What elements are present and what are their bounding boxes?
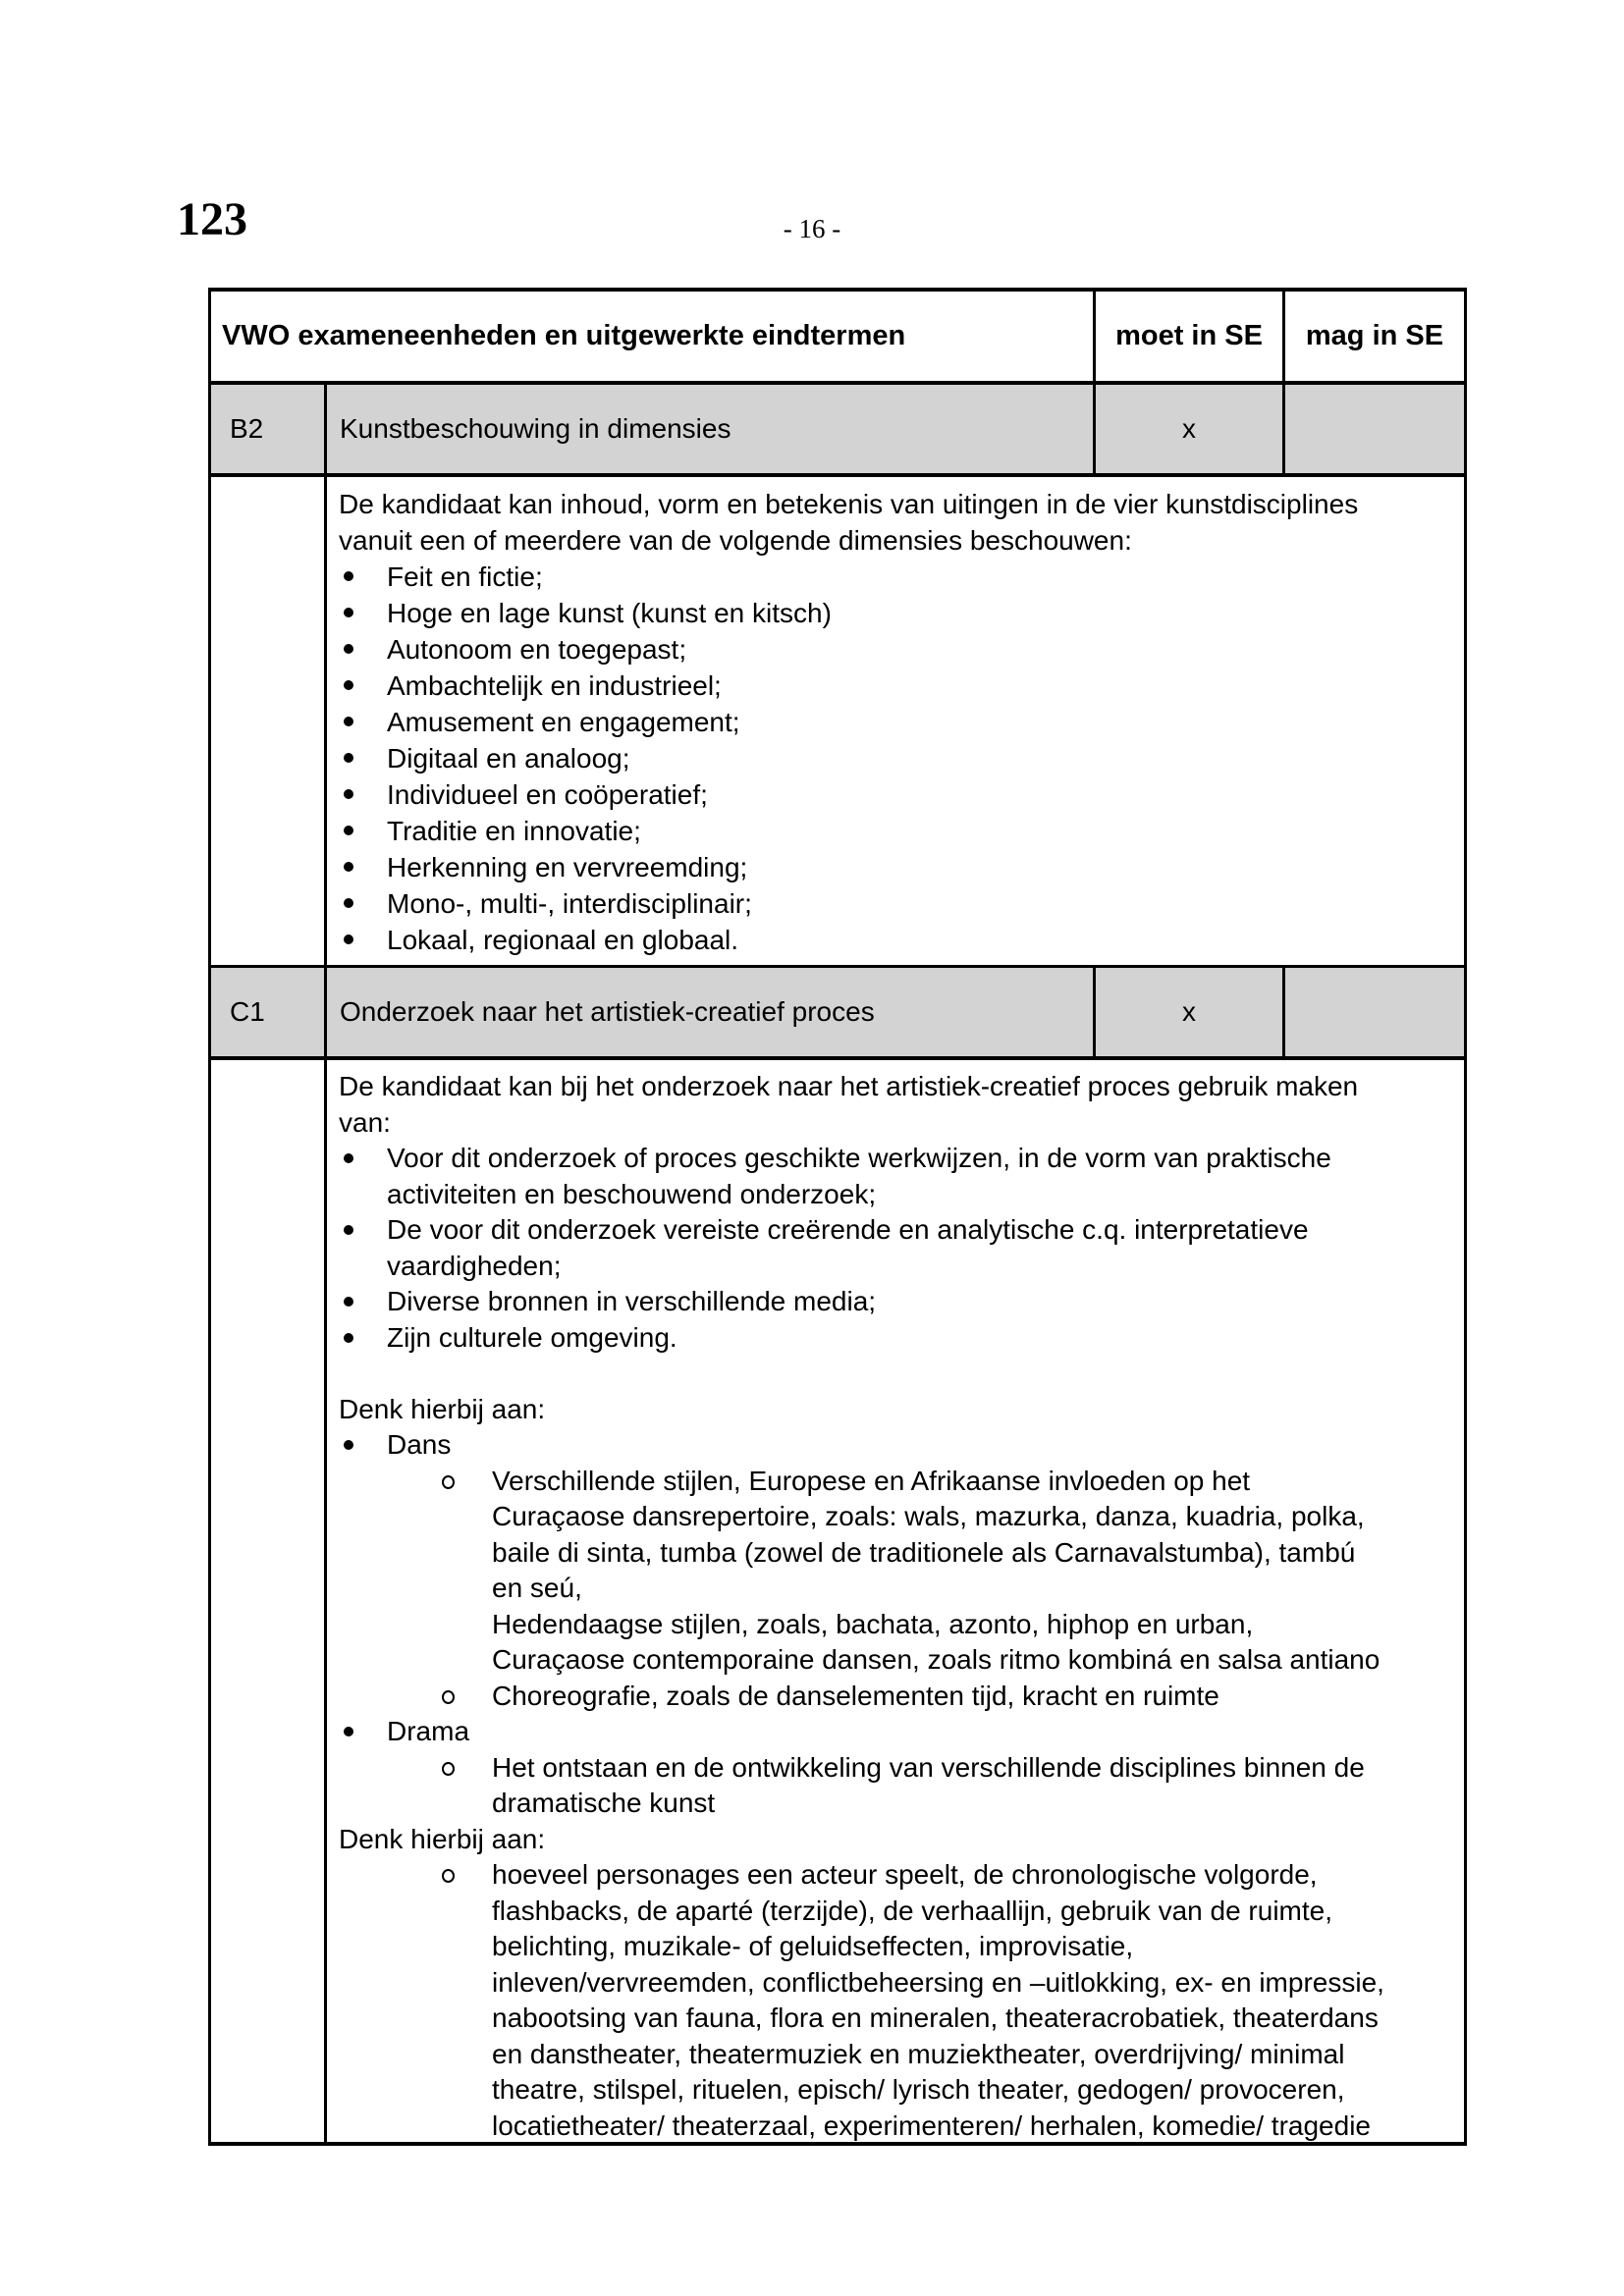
- content-line: [327, 1356, 1464, 1392]
- content-line: Hoge en lage kunst (kunst en kitsch): [327, 595, 1464, 631]
- content-line: Denk hierbij aan:: [339, 1393, 546, 1424]
- moet-in-se-mark: x: [1093, 385, 1282, 473]
- exam-unit-title-row: [211, 385, 1464, 477]
- content-line: De kandidaat kan bij het onderzoek naar het artistiek-creatief proces gebruik maken: [339, 1071, 1359, 1101]
- content-line: van:: [339, 1106, 391, 1138]
- content-line: Traditie en innovatie;: [327, 813, 1464, 849]
- content-row-code-cell: [211, 477, 324, 965]
- exam-unit-content-row: [211, 1060, 1464, 2142]
- content-line: locatietheater/ theaterzaal, experimenteren/ herhalen, komedie/ tragedie: [492, 2109, 1371, 2141]
- content-line: belichting, muzikale- of geluidseffecten, improvisatie,: [492, 1931, 1134, 1961]
- content-line: en danstheater, theatermuziek en muziektheater, overdrijving/ minimal: [492, 2038, 1345, 2069]
- content-line: Curaçaose dansrepertoire, zoals: wals, mazurka, danza, kuadria, polka,: [492, 1501, 1365, 1531]
- content-line: Autonoom en toegepast;: [327, 631, 1464, 667]
- content-line: inleven/vervreemden, conflictbeheersing en –uitlokking, ex- en impressie,: [492, 1966, 1384, 1998]
- moet-in-se-mark: x: [1093, 968, 1282, 1056]
- content-row-body: [324, 1060, 1464, 2142]
- content-line: hoeveel personages een acteur speelt, de chronologische volgorde,: [327, 1857, 1464, 1894]
- content-line: Mono-, multi-, interdisciplinair;: [327, 885, 1464, 922]
- content-line: Voor dit onderzoek of proces geschikte werkwijzen, in de vorm van praktische: [327, 1141, 1464, 1177]
- content-line: vaardigheden;: [387, 1250, 562, 1281]
- content-line: Zijn culturele omgeving.: [327, 1320, 1464, 1357]
- exam-units-table: [208, 288, 1467, 2146]
- content-line: Lokaal, regionaal en globaal.: [327, 922, 1464, 958]
- content-line: baile di sinta, tumba (zowel de traditionele als Carnavalstumba), tambú: [492, 1536, 1356, 1568]
- content-line: Dans: [327, 1427, 1464, 1464]
- content-line: Digitaal en analoog;: [327, 740, 1464, 776]
- content-line: Ambachtelijk en industrieel;: [327, 667, 1464, 704]
- content-row-body: [324, 477, 1464, 965]
- exam-unit-title: Onderzoek naar het artistiek-creatief proces: [324, 968, 1093, 1056]
- column-header-moet-in-se: moet in SE: [1093, 292, 1282, 381]
- mag-in-se-mark: [1282, 968, 1464, 1056]
- exam-unit-group: [211, 385, 1464, 968]
- content-line: vanuit een of meerdere van de volgende dimensies beschouwen:: [339, 525, 1132, 556]
- content-line: Choreografie, zoals de danselementen tijd, kracht en ruimte: [327, 1679, 1464, 1715]
- exam-unit-code: C1: [230, 996, 265, 1027]
- exam-unit-code: B2: [230, 413, 264, 444]
- exam-unit-content-row: [211, 477, 1464, 968]
- content-line: Feit en fictie;: [327, 559, 1464, 595]
- table-header-row: [211, 292, 1464, 385]
- content-line: Individueel en coöperatief;: [327, 776, 1464, 813]
- mag-in-se-mark: [1282, 385, 1464, 473]
- content-line: Het ontstaan en de ontwikkeling van verschillende disciplines binnen de: [327, 1750, 1464, 1787]
- folio-header: - 16 -: [783, 214, 841, 243]
- table-body: [211, 385, 1464, 2142]
- content-row-code-cell: [211, 1060, 324, 2142]
- table-header-title: VWO exameneenheden en uitgewerkte eindtermen: [222, 320, 906, 351]
- content-line: Diverse bronnen in verschillende media;: [327, 1284, 1464, 1320]
- content-line: nabootsing van fauna, flora en mineralen, theateracrobatiek, theaterdans: [492, 2002, 1379, 2033]
- content-line: Verschillende stijlen, Europese en Afrikaanse invloeden op het: [327, 1464, 1464, 1500]
- content-line: De kandidaat kan inhoud, vorm en betekenis van uitingen in de vier kunstdisciplines: [339, 489, 1359, 519]
- content-line: Drama: [327, 1714, 1464, 1750]
- content-line: theatre, stilspel, rituelen, episch/ lyrisch theater, gedogen/ provoceren,: [492, 2074, 1345, 2105]
- exam-unit-title-row: [211, 968, 1464, 1060]
- content-line: De voor dit onderzoek vereiste creërende en analytische c.q. interpretatieve: [327, 1212, 1464, 1249]
- exam-unit-group: [211, 968, 1464, 2142]
- content-line: activiteiten en beschouwend onderzoek;: [387, 1178, 877, 1209]
- page-number: 123: [177, 193, 247, 245]
- content-line: flashbacks, de aparté (terzijde), de verhaallijn, gebruik van de ruimte,: [492, 1895, 1332, 1926]
- content-line: Amusement en engagement;: [327, 704, 1464, 740]
- content-line: Herkenning en vervreemding;: [327, 849, 1464, 885]
- content-line: Curaçaose contemporaine dansen, zoals ritmo kombiná en salsa antiano: [492, 1644, 1380, 1675]
- content-line: Denk hierbij aan:: [339, 1823, 546, 1854]
- content-line: Hedendaagse stijlen, zoals, bachata, azonto, hiphop en urban,: [492, 1608, 1254, 1639]
- content-line: en seú,: [492, 1573, 582, 1603]
- content-line: dramatische kunst: [492, 1788, 716, 1818]
- exam-unit-title: Kunstbeschouwing in dimensies: [324, 385, 1093, 473]
- column-header-mag-in-se: mag in SE: [1282, 292, 1464, 381]
